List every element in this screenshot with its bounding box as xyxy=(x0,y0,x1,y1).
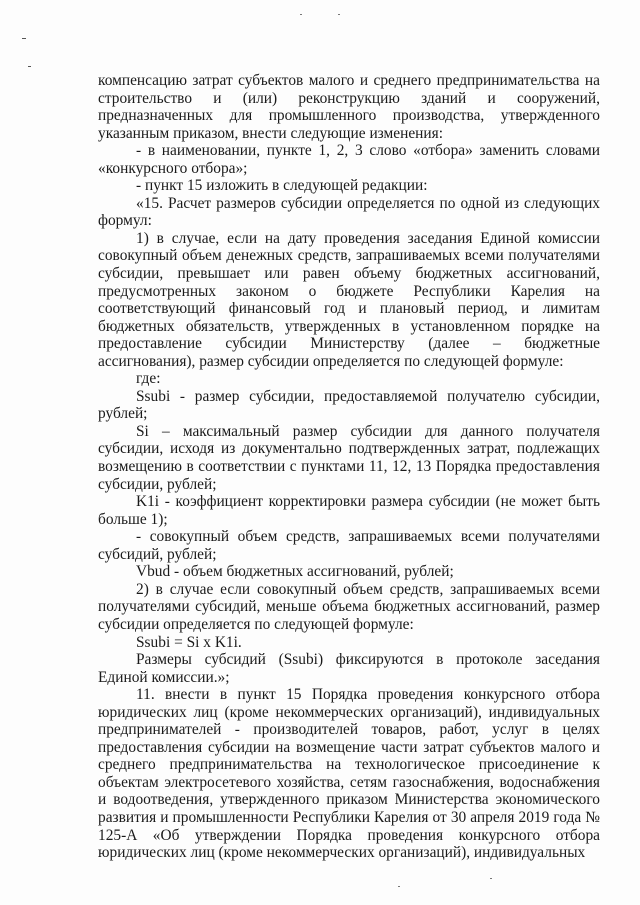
paragraph-total-volume: - совокупный объем средств, запрашиваемых всеми получателями субсидий, рублей; xyxy=(98,528,600,563)
scan-speck xyxy=(338,14,340,15)
paragraph-intro: компенсацию затрат субъектов малого и среднего предпринимательства на строительство и (или) реконструкцию зданий и сооружений, предназначенных для промышленного производства, утвержденного указанным приказом, внести следующие изменения: xyxy=(98,72,600,142)
paragraph-case2: 2) в случае если совокупный объем средств, запрашиваемых всеми получателями субсидий, меньше объема бюджетных ассигнований, размер субсидии определяется по следующей формуле: xyxy=(98,580,600,633)
paragraph-si: Si – максимальный размер субсидии для данного получателя субсидии, исходя из документально подтвержденных затрат, подлежащих возмещению в соответствии с пунктами 11, 12, 13 Порядка предоставления субсидии, рублей; xyxy=(98,422,600,493)
paragraph-rename: - в наименовании, пункте 1, 2, 3 слово «отбора» заменить словами «конкурсного отбора»; xyxy=(98,142,600,177)
scan-mark xyxy=(28,66,31,67)
paragraph-protocol: Размеры субсидий (Ssubi) фиксируются в протоколе заседания Единой комиссии.»; xyxy=(98,651,600,686)
scan-speck xyxy=(398,886,400,887)
paragraph-formula: Ssubi = Si x K1i. xyxy=(136,633,242,651)
scan-speck xyxy=(490,878,492,879)
paragraph-where: где: xyxy=(136,370,161,388)
document-body xyxy=(98,72,600,862)
scan-speck xyxy=(300,14,302,15)
paragraph-k1i: K1i - коэффициент корректировки размера субсидии (не может быть больше 1); xyxy=(98,493,600,528)
paragraph-item15-edit: - пункт 15 изложить в следующей редакции: xyxy=(136,177,428,195)
paragraph-vbud: Vbud - объем бюджетных ассигнований, рублей; xyxy=(136,563,454,581)
paragraph-item15-title: «15. Расчет размеров субсидии определяется по одной из следующих формул: xyxy=(98,194,600,230)
scan-mark xyxy=(22,38,26,39)
paragraph-ssubi: Ssubi - размер субсидии, предоставляемой получателю субсидии, рублей; xyxy=(98,387,600,423)
paragraph-item11: 11. внести в пункт 15 Порядка проведения конкурсного отбора юридических лиц (кроме некоммерческих организаций), индивидуальных предпринимателей - производителей товаров, работ, услуг в целях предоставления субсидии на возмещение части затрат субъектов малого и среднего предпринимательства на технологическое присоединение к объектам электросетевого хозяйства, сетям газоснабжения, водоснабжения и водоотведения, утвержденного приказом Министерства экономического развития и промышленности Республики Карелия от 30 апреля 2019 года № 125-А «Об утверждении Порядка проведения конкурсного отбора юридических лиц (кроме некоммерческих организаций), индивидуальных xyxy=(98,686,600,862)
paragraph-case1: 1) в случае, если на дату проведения заседания Единой комиссии совокупный объем денежных средств, запрашиваемых всеми получателями субсидии, превышает или равен объему бюджетных ассигнований, предусмотренных законом о бюджете Республики Карелия на соответствующий финансовый год и плановый период, и лимитам бюджетных обязательств, утвержденных в установленном порядке на предоставление субсидии Министерству (далее – бюджетные ассигнования), размер субсидии определяется по следующей формуле: xyxy=(98,229,600,370)
